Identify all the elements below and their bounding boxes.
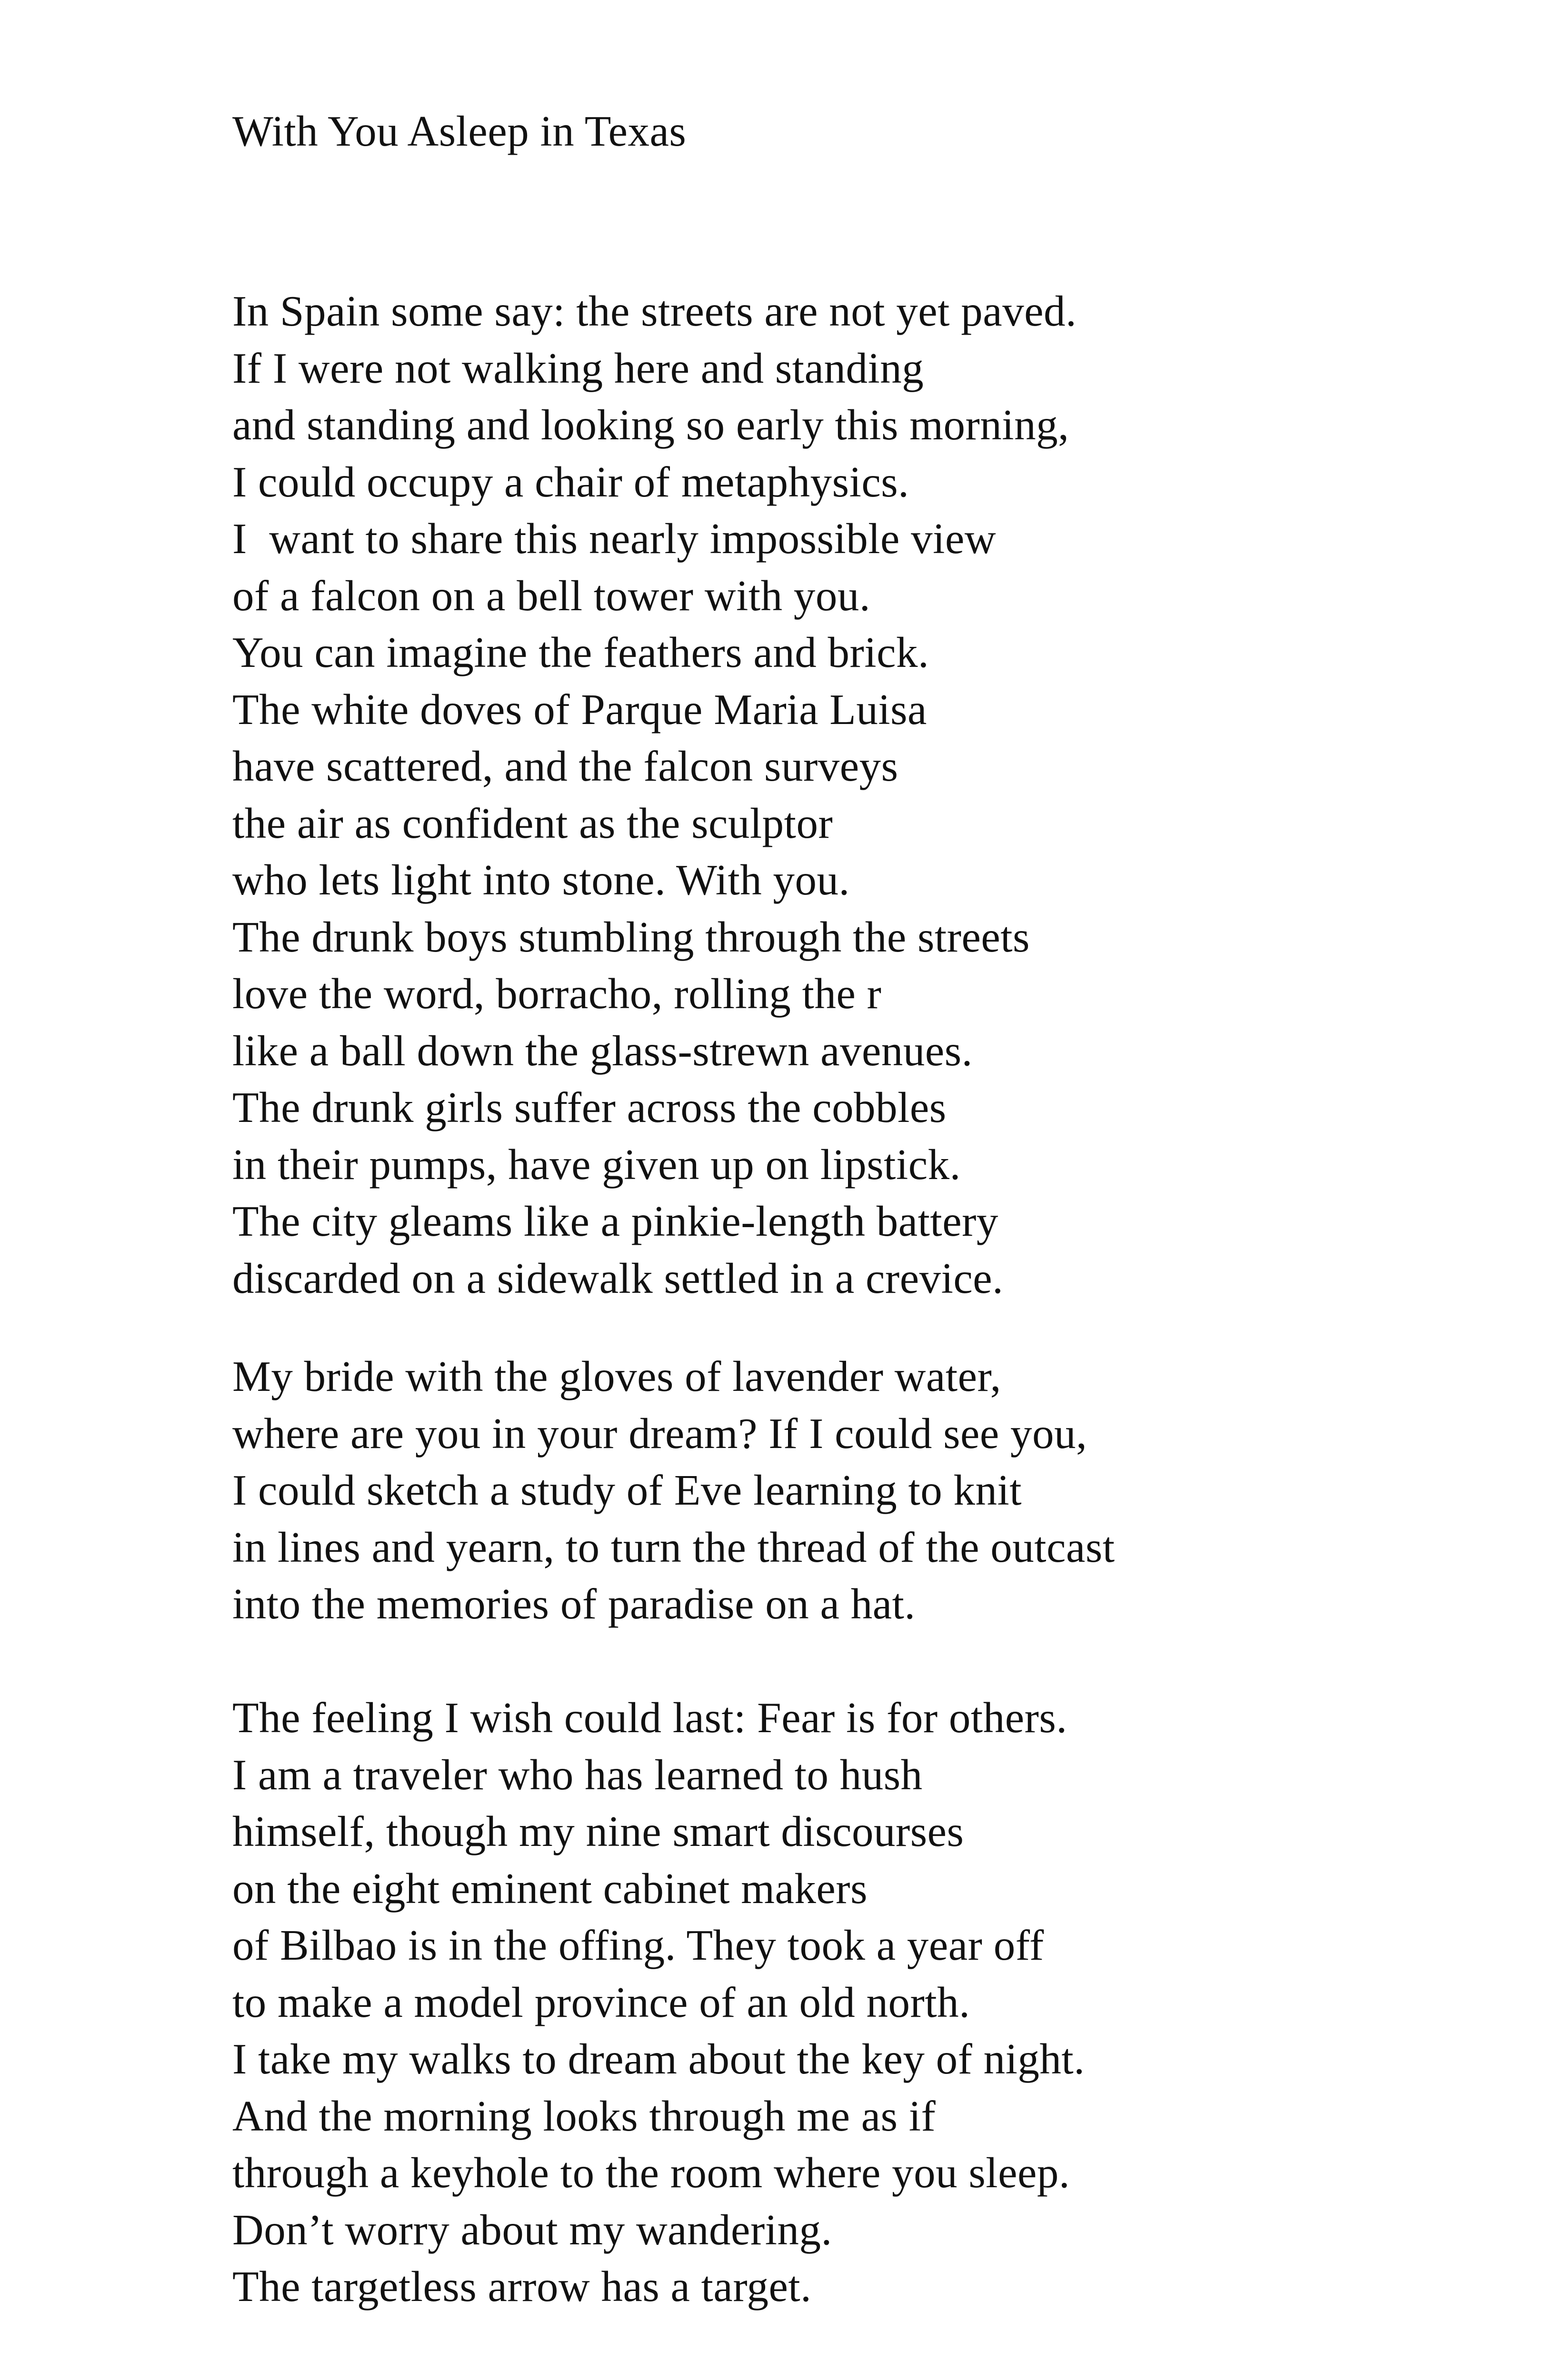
poem-line: The city gleams like a pinkie-length battery (232, 1197, 998, 1245)
poem-line: of a falcon on a bell tower with you. (232, 571, 871, 620)
poem-line: have scattered, and the falcon surveys (232, 742, 898, 790)
poem-line: The feeling I wish could last: Fear is for others. (232, 1694, 1067, 1742)
poem-line: I am a traveler who has learned to hush (232, 1750, 923, 1799)
poem-line: I could occupy a chair of metaphysics. (232, 457, 909, 506)
poem-line: I could sketch a study of Eve learning to knit (232, 1466, 1022, 1514)
poem-line: in their pumps, have given up on lipstick. (232, 1140, 961, 1189)
poem-line: If I were not walking here and standing (232, 344, 924, 392)
stanza-1 (232, 283, 1077, 1307)
poem-line: And the morning looks through me as if (232, 2092, 936, 2140)
poem-line: The targetless arrow has a target. (232, 2262, 812, 2311)
poem-line: and standing and looking so early this morning, (232, 401, 1069, 449)
stanza-2 (232, 1348, 1115, 1633)
poem-line: in lines and yearn, to turn the thread of the outcast (232, 1523, 1115, 1571)
poem-line: In Spain some say: the streets are not yet paved. (232, 287, 1077, 335)
poem-line: into the memories of paradise on a hat. (232, 1580, 916, 1628)
poem-line: The drunk girls suffer across the cobbles (232, 1083, 947, 1131)
poem-line: like a ball down the glass-strewn avenues. (232, 1026, 973, 1075)
poem-line: The drunk boys stumbling through the streets (232, 912, 1030, 961)
poem-line: I take my walks to dream about the key of night. (232, 2035, 1085, 2083)
poem-line: The white doves of Parque Maria Luisa (232, 685, 927, 734)
poem-title: With You Asleep in Texas (232, 107, 687, 155)
poem-line: I want to share this nearly impossible view (232, 515, 997, 563)
poem-line: of Bilbao is in the offing. They took a year off (232, 1921, 1044, 1969)
poem-line: where are you in your dream? If I could see you, (232, 1409, 1087, 1458)
poem-line: discarded on a sidewalk settled in a crevice. (232, 1254, 1004, 1302)
poem-line: love the word, borracho, rolling the r (232, 970, 882, 1018)
poem-line: to make a model province of an old north. (232, 1978, 970, 2026)
poem-line: himself, though my nine smart discourses (232, 1807, 964, 1855)
poem-line: My bride with the gloves of lavender water, (232, 1352, 1001, 1400)
poem-line: who lets light into stone. With you. (232, 856, 850, 904)
stanza-3 (232, 1689, 1085, 2315)
poem-line: You can imagine the feathers and brick. (232, 628, 929, 676)
poem-line: through a keyhole to the room where you sleep. (232, 2149, 1070, 2197)
poem-line: on the eight eminent cabinet makers (232, 1864, 868, 1913)
poem-line: Don’t worry about my wandering. (232, 2205, 832, 2254)
poem-line: the air as confident as the sculptor (232, 799, 833, 847)
